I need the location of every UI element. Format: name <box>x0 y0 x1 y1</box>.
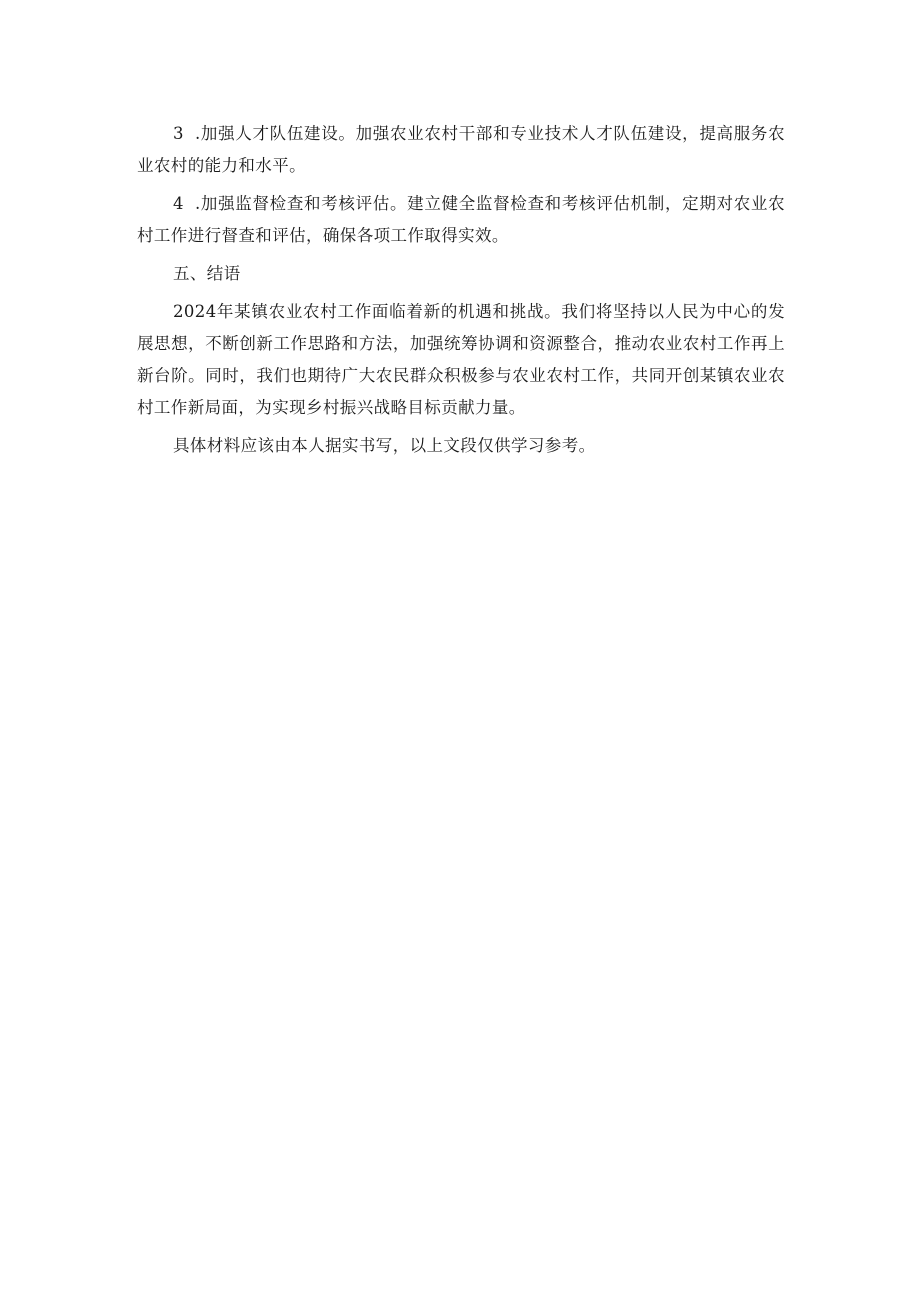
item-text: .加强人才队伍建设。加强农业农村干部和专业技术人才队伍建设，提高服务农业农村的能力和水平。 <box>137 124 785 175</box>
conclusion-paragraph: 2024年某镇农业农村工作面临着新的机遇和挑战。我们将坚持以人民为中心的发展思想，不断创新工作思路和方法，加强统筹协调和资源整合，推动农业农村工作再上新台阶。同时，我们也期待广大农民群众积极参与农业农村工作，共同开创某镇农业农村工作新局面，为实现乡村振兴战略目标贡献力量。 <box>137 302 785 417</box>
numbered-item-4 <box>137 188 785 252</box>
numbered-item-3 <box>137 118 785 182</box>
item-number: 4 <box>173 194 184 213</box>
reference-note: 具体材料应该由本人据实书写，以上文段仅供学习参考。 <box>173 436 596 455</box>
section-heading: 五、结语 <box>173 264 241 283</box>
document-body <box>137 118 785 468</box>
item-text: .加强监督检查和考核评估。建立健全监督检查和考核评估机制，定期对农业农村工作进行督查和评估，确保各项工作取得实效。 <box>137 194 785 245</box>
item-number: 3 <box>173 124 184 143</box>
